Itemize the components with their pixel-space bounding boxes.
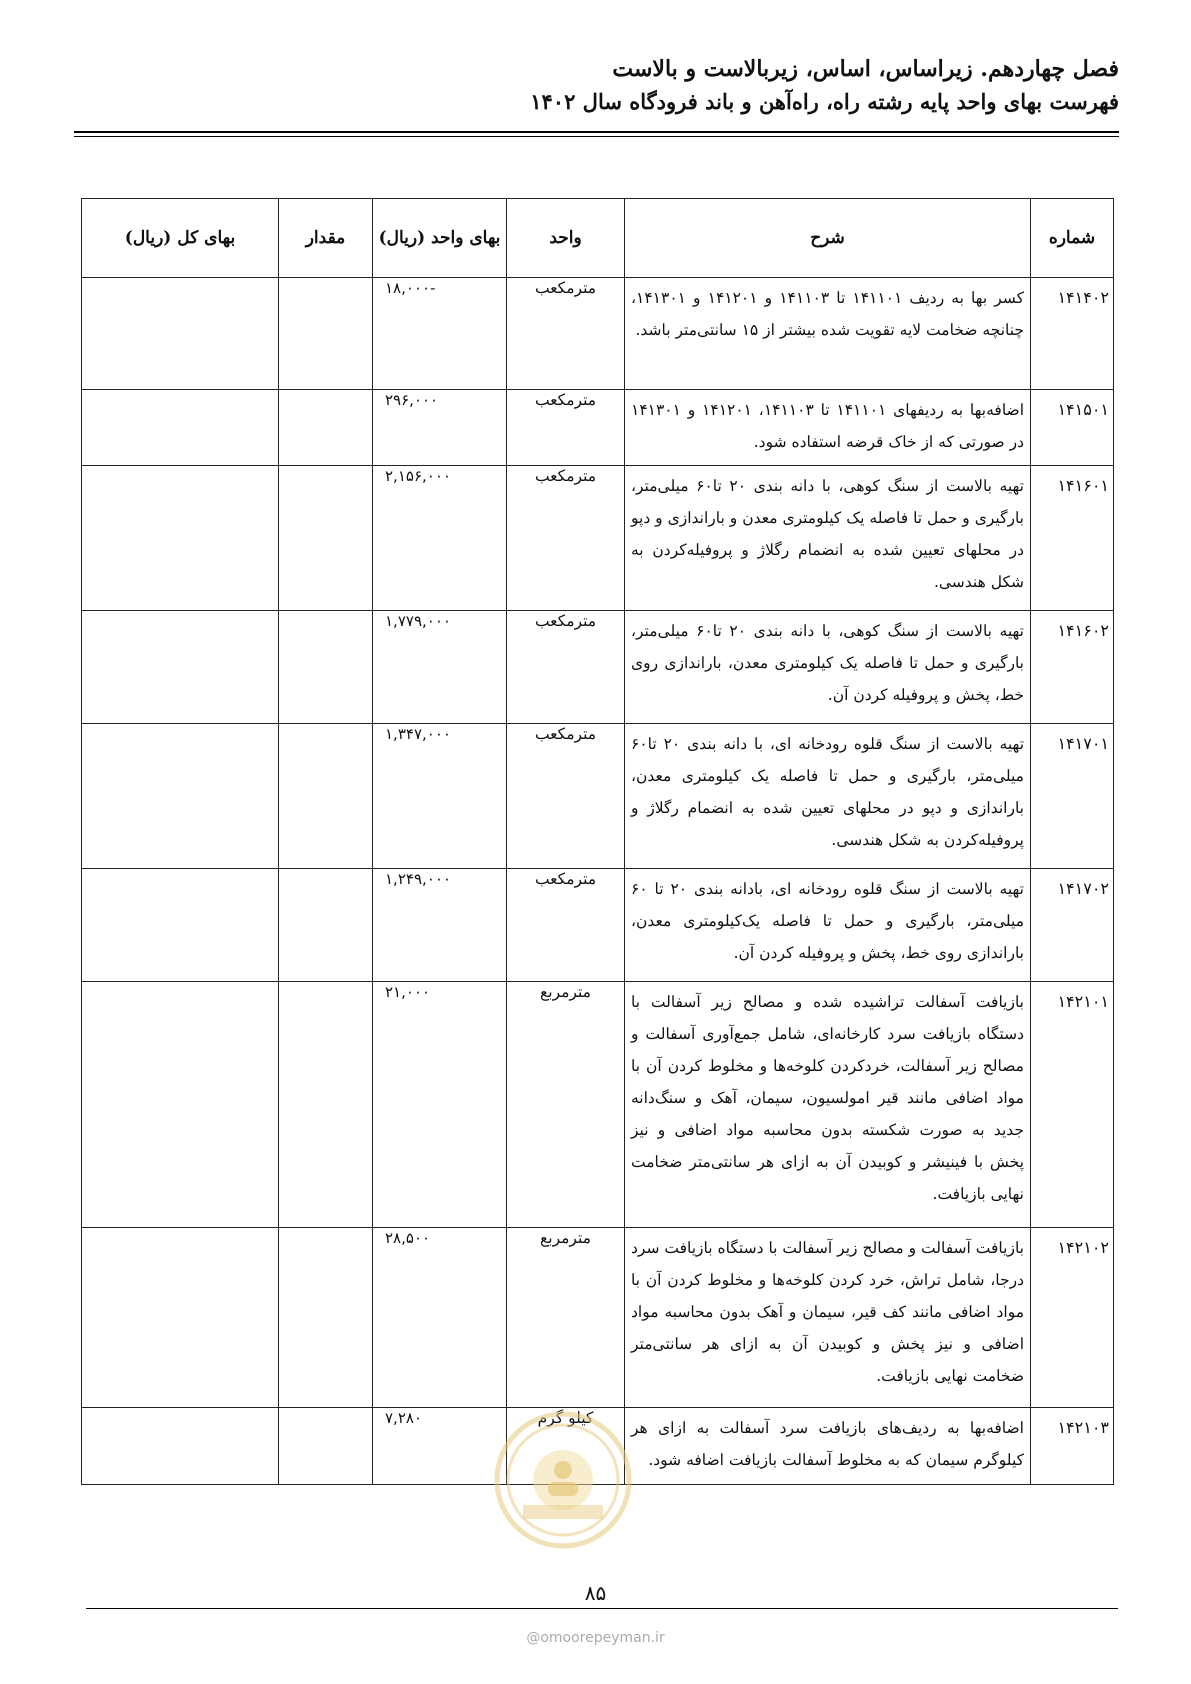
item-code: ۱۴۱۴۰۲ bbox=[1031, 278, 1114, 390]
item-quantity bbox=[279, 982, 373, 1228]
table-row bbox=[82, 1228, 1114, 1408]
item-unit-price: ۲۹۶,۰۰۰ bbox=[373, 390, 507, 466]
item-unit: مترمکعب bbox=[507, 611, 625, 724]
footer-rule bbox=[86, 1608, 1118, 1609]
item-quantity bbox=[279, 869, 373, 982]
item-unit: مترمکعب bbox=[507, 724, 625, 869]
item-total-price bbox=[82, 466, 279, 611]
table-row bbox=[82, 611, 1114, 724]
item-description: بازیافت آسفالت تراشیده شده و مصالح زیر آسفالت با دستگاه بازیافت سرد کارخانه‌ای، شامل جمع‌آوری آسفالت و مصالح زیر آسفالت، خردکردن کلوخه‌ها و مخلوط کردن آن با مواد اضافی مانند قیر امولسیون، سیمان، آهک و سنگ‌دانه جدید به صورت شکسته بدون محاسبه مواد اضافی و نیز پخش با فینیشر و کوبیدن آن به ازای هر سانتی‌متر ضخامت نهایی بازیافت. bbox=[625, 982, 1031, 1228]
table-row bbox=[82, 869, 1114, 982]
item-unit-price: ۱,۷۷۹,۰۰۰ bbox=[373, 611, 507, 724]
item-unit: مترمکعب bbox=[507, 869, 625, 982]
header-unit-price: بهای واحد (ریال) bbox=[373, 199, 507, 278]
item-description: تهیه بالاست از سنگ کوهی، با دانه بندی ۲۰ تا۶۰ میلی‌متر، بارگیری و حمل تا فاصله یک کیلومتری معدن و باراندازی و دپو در محلهای تعیین شده به انضمام رگلاژ و پروفیله‌کردن به شکل هندسی. bbox=[625, 466, 1031, 611]
item-code: ۱۴۱۶۰۲ bbox=[1031, 611, 1114, 724]
item-code: ۱۴۱۷۰۲ bbox=[1031, 869, 1114, 982]
item-code: ۱۴۲۱۰۲ bbox=[1031, 1228, 1114, 1408]
item-total-price bbox=[82, 1228, 279, 1408]
page-header bbox=[69, 52, 1119, 118]
item-quantity bbox=[279, 611, 373, 724]
item-total-price bbox=[82, 869, 279, 982]
table-row bbox=[82, 278, 1114, 390]
item-code: ۱۴۲۱۰۱ bbox=[1031, 982, 1114, 1228]
item-unit-price: ۱,۲۴۹,۰۰۰ bbox=[373, 869, 507, 982]
item-unit-price: ۷,۲۸۰ bbox=[373, 1408, 507, 1485]
footer-watermark: @omoorepeyman.ir bbox=[526, 1630, 665, 1646]
item-description: بازیافت آسفالت و مصالح زیر آسفالت با دستگاه بازیافت سرد درجا، شامل تراش، خرد کردن کلوخه‌ها و مخلوط کردن آن با مواد اضافی مانند کف قیر، سیمان و آهک بدون محاسبه مواد اضافی و نیز پخش و کوبیدن آن به ازای هر سانتی‌متر ضخامت نهایی بازیافت. bbox=[625, 1228, 1031, 1408]
chapter-title: فصل چهاردهم. زیراساس، اساس، زیربالاست و بالاست bbox=[612, 56, 1119, 82]
header-number: شماره bbox=[1031, 199, 1114, 278]
item-quantity bbox=[279, 390, 373, 466]
item-description: تهیه بالاست از سنگ کوهی، با دانه بندی ۲۰ تا۶۰ میلی‌متر، بارگیری و حمل تا فاصله یک کیلومتری معدن، باراندازی روی خط، پخش و پروفیله کردن آن. bbox=[625, 611, 1031, 724]
price-table bbox=[81, 198, 1114, 1485]
item-unit: مترمکعب bbox=[507, 390, 625, 466]
item-total-price bbox=[82, 1408, 279, 1485]
item-quantity bbox=[279, 724, 373, 869]
item-unit-price: ۲۸,۵۰۰ bbox=[373, 1228, 507, 1408]
item-unit-price: -۱۸,۰۰۰ bbox=[373, 278, 507, 390]
item-quantity bbox=[279, 466, 373, 611]
item-unit: کیلو گرم bbox=[507, 1408, 625, 1485]
header-total-price: بهای کل (ریال) bbox=[82, 199, 279, 278]
table-row bbox=[82, 466, 1114, 611]
header-rule bbox=[74, 131, 1119, 133]
item-unit: مترمربع bbox=[507, 1228, 625, 1408]
item-total-price bbox=[82, 390, 279, 466]
item-code: ۱۴۲۱۰۳ bbox=[1031, 1408, 1114, 1485]
item-code: ۱۴۱۶۰۱ bbox=[1031, 466, 1114, 611]
item-code: ۱۴۱۷۰۱ bbox=[1031, 724, 1114, 869]
item-total-price bbox=[82, 982, 279, 1228]
item-description: اضافه‌بها به ردیف‌های بازیافت سرد آسفالت به ازای هر کیلوگرم سیمان که به مخلوط آسفالت بازیافت اضافه شود. bbox=[625, 1408, 1031, 1485]
item-total-price bbox=[82, 278, 279, 390]
item-description: تهیه بالاست از سنگ قلوه رودخانه ای، بادانه بندی ۲۰ تا ۶۰ میلی‌متر، بارگیری و حمل تا فاصله یک‌کیلومتری معدن، باراندازی روی خط، پخش و پروفیله کردن آن. bbox=[625, 869, 1031, 982]
item-description: تهیه بالاست از سنگ قلوه رودخانه ای، با دانه بندی ۲۰ تا۶۰ میلی‌متر، بارگیری و حمل تا فاصله یک کیلومتری معدن، باراندازی و دپو در محلهای تعیین شده به انضمام رگلاژ و پروفیله‌کردن به شکل هندسی. bbox=[625, 724, 1031, 869]
item-quantity bbox=[279, 1408, 373, 1485]
header-quantity: مقدار bbox=[279, 199, 373, 278]
page-number: ۸۵ bbox=[584, 1581, 607, 1605]
item-quantity bbox=[279, 278, 373, 390]
item-unit: مترمربع bbox=[507, 982, 625, 1228]
header-rule-thin bbox=[74, 136, 1119, 137]
document-title: فهرست بهای واحد پایه رشته راه، راه‌آهن و باند فرودگاه سال ۱۴۰۲ bbox=[530, 89, 1119, 114]
seal-watermark-icon bbox=[493, 1410, 633, 1550]
item-code: ۱۴۱۵۰۱ bbox=[1031, 390, 1114, 466]
item-quantity bbox=[279, 1228, 373, 1408]
item-unit: مترمکعب bbox=[507, 278, 625, 390]
item-total-price bbox=[82, 611, 279, 724]
table-row bbox=[82, 724, 1114, 869]
table-row bbox=[82, 982, 1114, 1228]
item-description: کسر بها به ردیف ۱۴۱۱۰۱ تا ۱۴۱۱۰۳ و ۱۴۱۲۰۱ و ۱۴۱۳۰۱، چنانچه ضخامت لایه تقویت شده بیشتر از ۱۵ سانتی‌متر باشد. bbox=[625, 278, 1031, 390]
item-total-price bbox=[82, 724, 279, 869]
table-header-row bbox=[82, 199, 1114, 278]
item-unit-price: ۲۱,۰۰۰ bbox=[373, 982, 507, 1228]
item-unit: مترمکعب bbox=[507, 466, 625, 611]
item-description: اضافه‌بها به ردیفهای ۱۴۱۱۰۱ تا ۱۴۱۱۰۳، ۱۴۱۲۰۱ و ۱۴۱۳۰۱ در صورتی که از خاک قرضه استفاده شود. bbox=[625, 390, 1031, 466]
header-unit: واحد bbox=[507, 199, 625, 278]
item-unit-price: ۱,۳۴۷,۰۰۰ bbox=[373, 724, 507, 869]
item-unit-price: ۲,۱۵۶,۰۰۰ bbox=[373, 466, 507, 611]
header-description: شرح bbox=[625, 199, 1031, 278]
table-row bbox=[82, 390, 1114, 466]
